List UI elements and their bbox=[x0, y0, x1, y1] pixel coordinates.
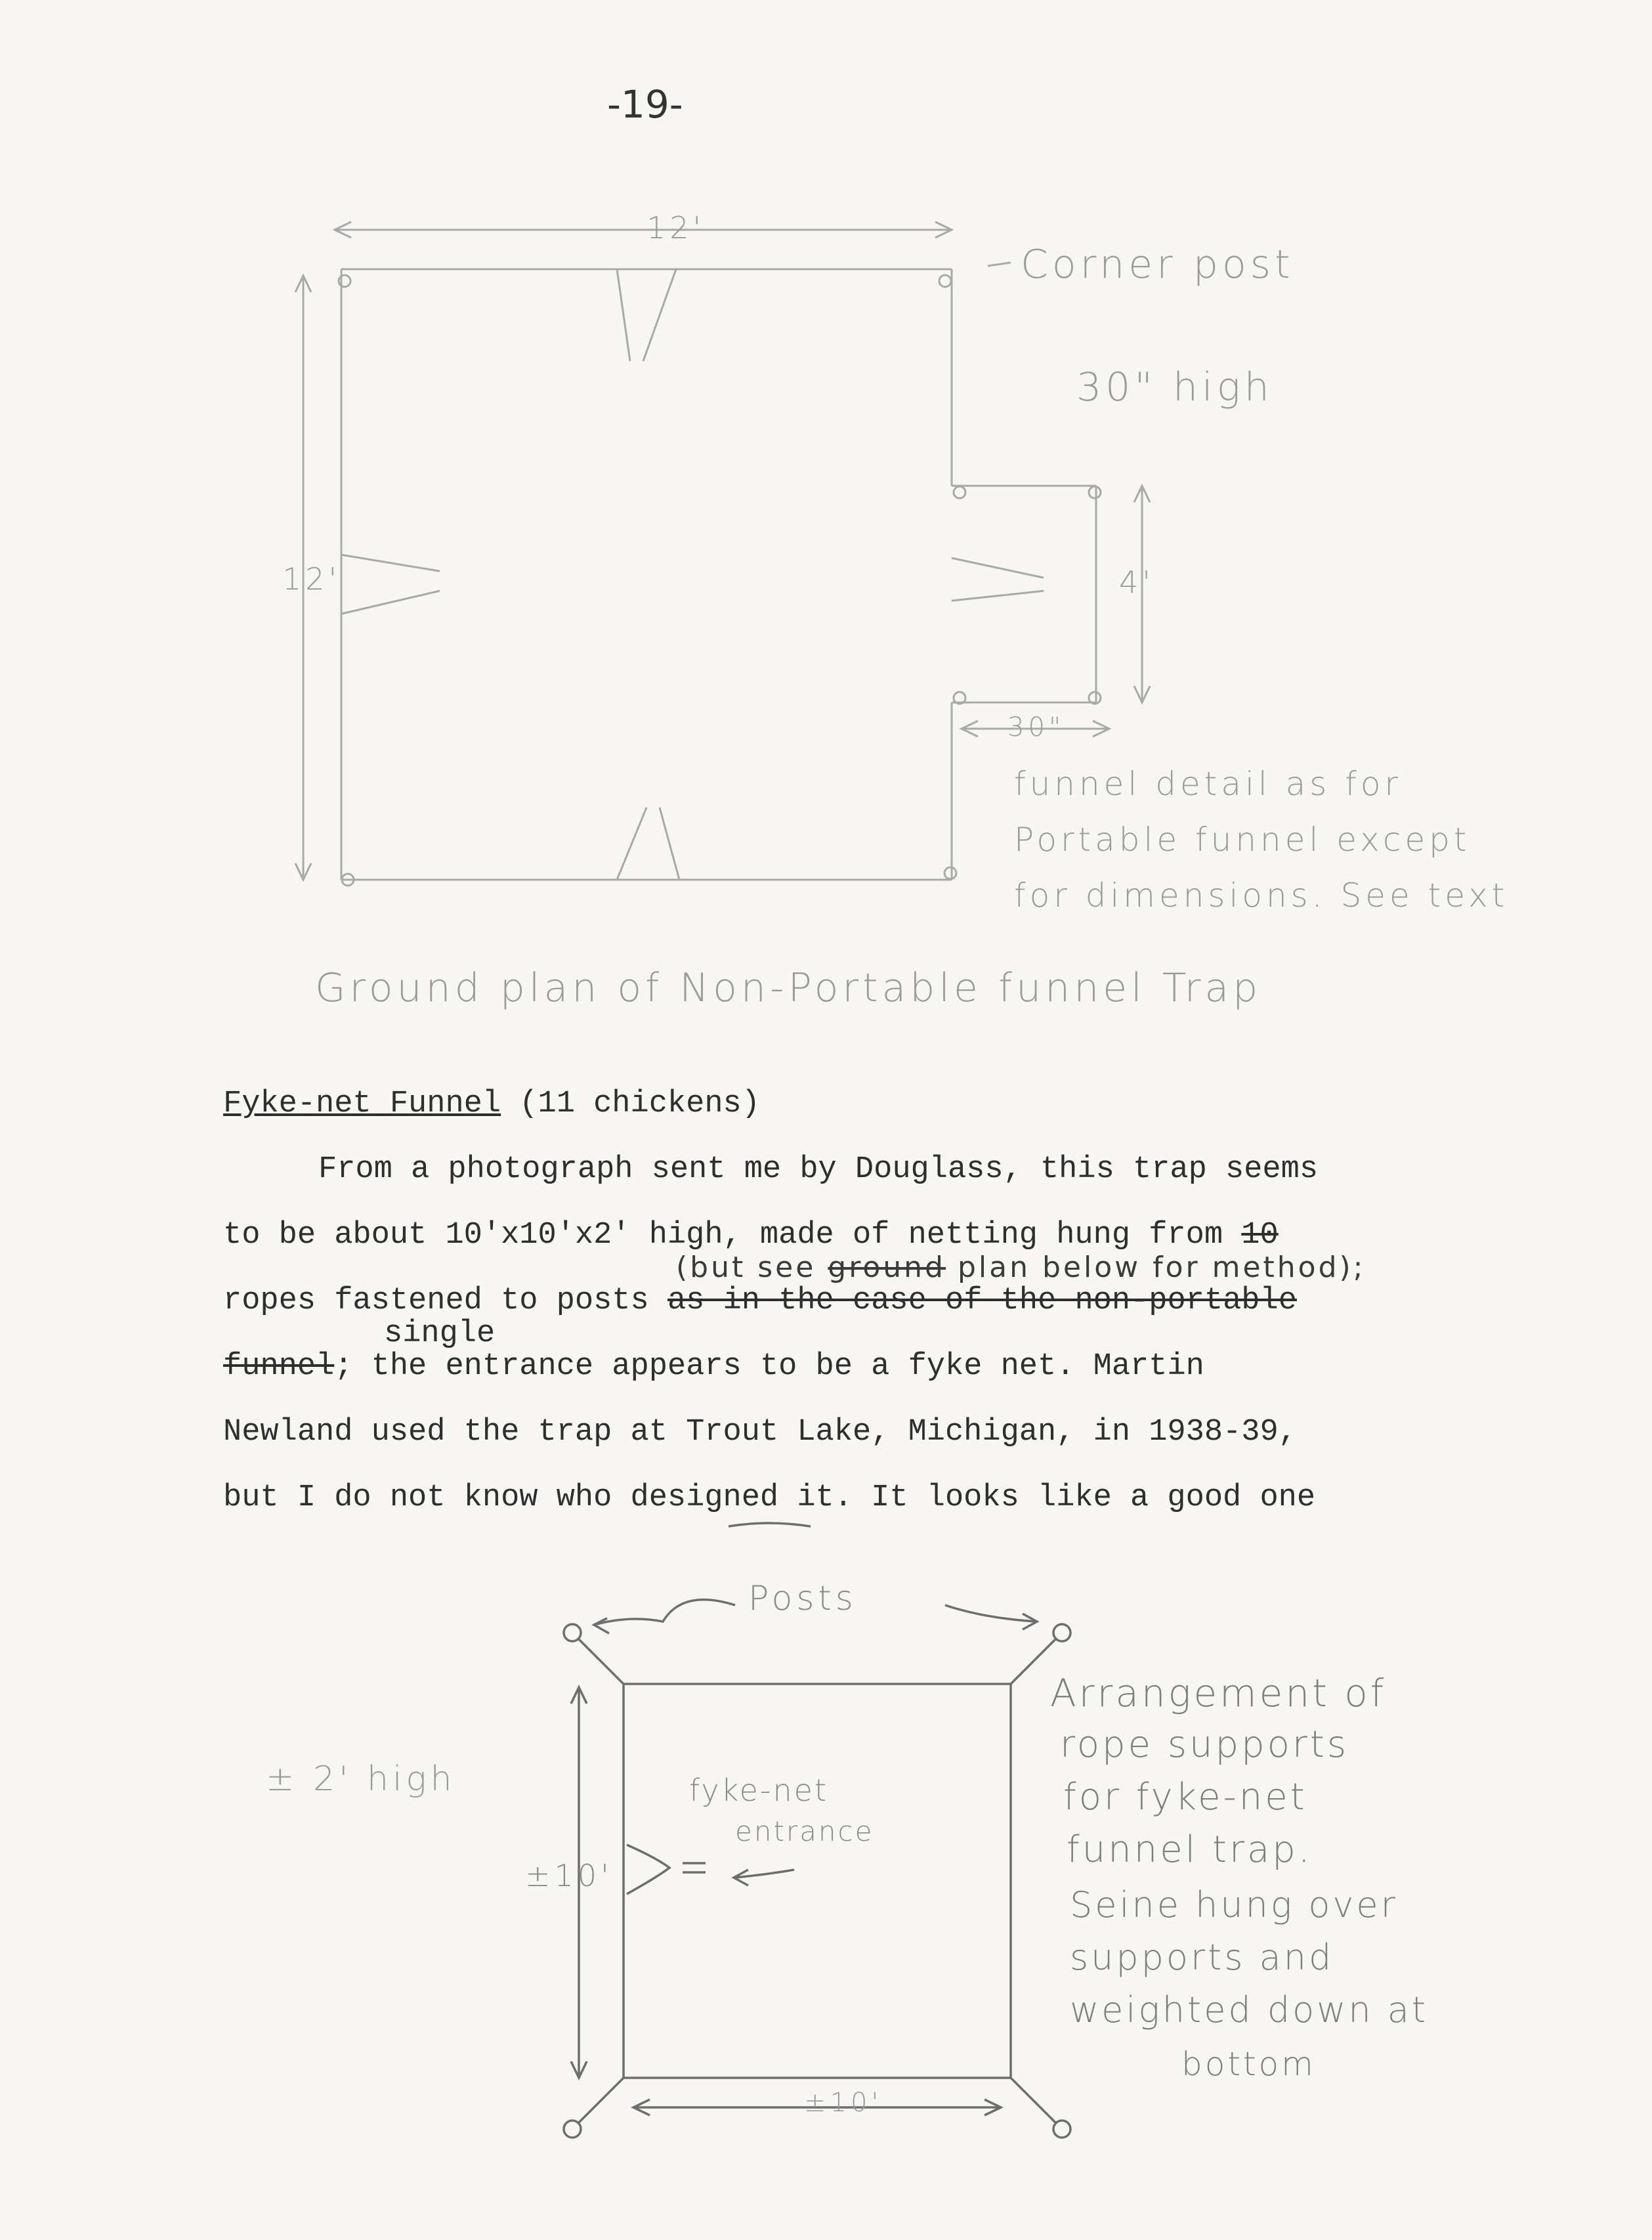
fyke-label-line1: fyke-net bbox=[689, 1773, 828, 1808]
struck-text: funnel bbox=[223, 1349, 335, 1384]
funnel-note-line2: Portable funnel except bbox=[1014, 821, 1471, 859]
dimension-top: 12' bbox=[646, 210, 706, 246]
paragraph-line-5: Newland used the trap at Trout Lake, Michigan, in 1938-39, bbox=[223, 1415, 1297, 1450]
arrangement-note-line5: Seine hung over bbox=[1070, 1884, 1398, 1926]
corner-post-label: Corner post bbox=[1021, 242, 1294, 288]
heading-count: (11 chickens) bbox=[501, 1087, 760, 1121]
struck-text: 10 bbox=[1241, 1218, 1279, 1253]
arrangement-note-line2: rope supports bbox=[1060, 1723, 1349, 1766]
arrangement-note-line3: for fyke-net bbox=[1063, 1776, 1307, 1819]
post-height-label: 30" high bbox=[1076, 364, 1273, 410]
arrangement-note-line1: Arrangement of bbox=[1050, 1671, 1387, 1715]
arrangement-note-line6: supports and bbox=[1070, 1937, 1334, 1978]
ground-plan-diagram bbox=[0, 0, 1652, 1116]
dimension-left: 12' bbox=[282, 561, 341, 597]
arrangement-note-line7: weighted down at bbox=[1070, 1989, 1428, 2031]
inserted-word: single bbox=[384, 1316, 496, 1351]
height-label: ± 2' high bbox=[266, 1759, 456, 1799]
funnel-note-line3: for dimensions. See text bbox=[1014, 876, 1509, 915]
section-heading bbox=[223, 1087, 760, 1121]
heading-title: Fyke-net Funnel bbox=[223, 1087, 501, 1121]
funnel-height-label: 4' bbox=[1119, 565, 1154, 600]
diagram1-caption: Ground plan of Non-Portable funnel Trap bbox=[315, 965, 1262, 1011]
paragraph-line-1: From a photograph sent me by Douglass, this trap seems bbox=[318, 1152, 1319, 1187]
fyke-label-line2: entrance bbox=[735, 1815, 874, 1847]
struck-text: as in the case of the non-portable bbox=[667, 1283, 1297, 1318]
paragraph-line-2: to be about 10'x10'x2' high, made of netting hung from 10 bbox=[223, 1218, 1279, 1253]
arrangement-note-line8: bottom bbox=[1181, 2045, 1316, 2083]
side-dimension-bottom: ±10' bbox=[804, 2088, 883, 2118]
funnel-note-line1: funnel detail as for bbox=[1014, 765, 1402, 803]
paragraph-line-4: funnel; the entrance appears to be a fyke net. Martin bbox=[223, 1349, 1204, 1384]
arrangement-note-line4: funnel trap. bbox=[1067, 1828, 1313, 1871]
side-dimension-left: ±10' bbox=[525, 1858, 613, 1893]
funnel-width-label: 30" bbox=[1007, 712, 1065, 743]
paragraph-line-6: but I do not know who designed it. It looks like a good one bbox=[223, 1480, 1316, 1515]
handwritten-insert: (but see ground plan below for method); bbox=[676, 1251, 1366, 1284]
page-number: -19- bbox=[607, 82, 683, 127]
paragraph-line-3: ropes fastened to posts as in the case of the non-portable bbox=[223, 1283, 1297, 1318]
posts-label: Posts bbox=[748, 1579, 857, 1618]
